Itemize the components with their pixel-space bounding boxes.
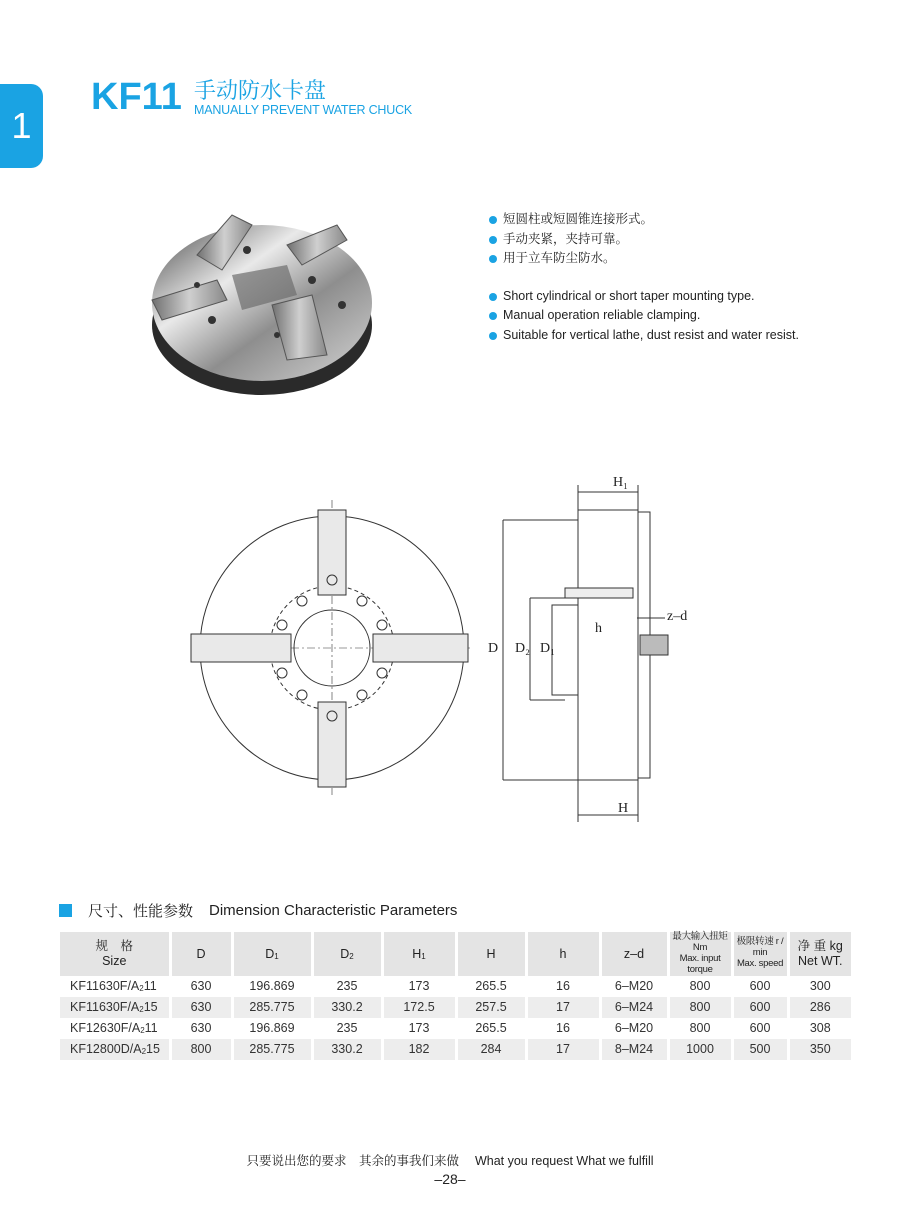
label-h: h <box>595 621 602 636</box>
product-title-en: MANUALLY PREVENT WATER CHUCK <box>194 103 413 117</box>
label-zd: z–d <box>667 609 688 624</box>
feature-item: Manual operation reliable clamping. <box>489 306 799 326</box>
page-number: –28– <box>434 1171 466 1187</box>
table-row: KF12800D/A215 800 285.775 330.2 182 284 17 8–M24 1000 500 350 <box>60 1039 851 1060</box>
section-title-cn: 尺寸、性能参数 <box>88 903 194 920</box>
bullet-icon <box>489 312 497 320</box>
col-speed: 极限转速 r / min Max. speed <box>732 932 788 976</box>
label-D: D <box>488 641 499 656</box>
col-H1: H1 <box>382 932 456 976</box>
bullet-icon <box>489 332 497 340</box>
parameter-table <box>60 932 851 1060</box>
section-title-en: Dimension Characteristic Parameters <box>209 902 458 919</box>
table-row: KF12630F/A211 630 196.869 235 173 265.5 16 6–M20 800 600 308 <box>60 1018 851 1039</box>
bullet-icon <box>489 293 497 301</box>
footer-slogan: 只要说出您的要求 其余的事我们来做 What you request What we fulfill <box>246 1154 654 1168</box>
model-code: KF11 <box>91 76 182 118</box>
label-D2: D₂ <box>515 641 530 656</box>
product-title-cn: 手动防水卡盘 <box>194 78 327 103</box>
section-marker-icon <box>59 904 72 917</box>
label-H1: H₁ <box>613 475 628 490</box>
col-D1: D1 <box>232 932 312 976</box>
chapter-number: 1 <box>11 105 32 146</box>
col-size: 规 格 Size <box>60 932 170 976</box>
col-torque: 最大输入扭矩 Nm Max. input torque <box>668 932 732 976</box>
feature-item: 短圆柱或短圆锥连接形式。 <box>489 210 799 230</box>
feature-item: Suitable for vertical lathe, dust resist and water resist. <box>489 326 799 346</box>
bullet-icon <box>489 255 497 263</box>
col-D: D <box>170 932 232 976</box>
bullet-icon <box>489 216 497 224</box>
col-h: h <box>526 932 600 976</box>
col-weight: 净 重 kg Net WT. <box>788 932 851 976</box>
feature-item: 手动夹紧，夹持可靠。 <box>489 230 799 250</box>
feature-list <box>489 210 799 345</box>
bullet-icon <box>489 236 497 244</box>
technical-drawing <box>185 430 705 830</box>
label-D1: D₁ <box>540 641 555 656</box>
chapter-tab <box>0 84 43 168</box>
table-row: KF11630F/A215 630 285.775 330.2 172.5 257.5 17 6–M24 800 600 286 <box>60 997 851 1018</box>
table-row: KF11630F/A211 630 196.869 235 173 265.5 16 6–M20 800 600 300 <box>60 976 851 997</box>
col-D2: D2 <box>312 932 382 976</box>
col-H: H <box>456 932 526 976</box>
col-zd: z–d <box>600 932 668 976</box>
label-H: H <box>618 801 629 816</box>
feature-item: Short cylindrical or short taper mounting type. <box>489 287 799 307</box>
feature-item: 用于立车防尘防水。 <box>489 249 799 269</box>
chuck-photo <box>137 185 377 410</box>
table-header-row <box>60 932 851 976</box>
section-heading <box>59 900 457 921</box>
